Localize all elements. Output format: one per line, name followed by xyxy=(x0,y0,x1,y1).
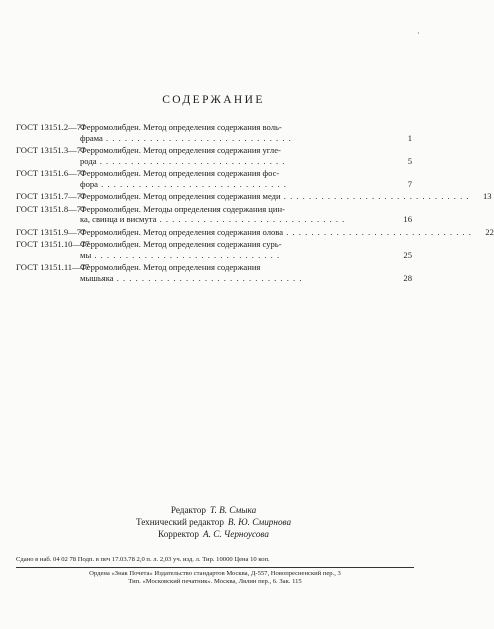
credit-name: В. Ю. Смирнова xyxy=(227,517,292,527)
toc-entry xyxy=(16,168,412,189)
publisher-info xyxy=(16,570,414,586)
toc-entry-title-line: ка, свинца и висмута . . xyxy=(80,214,390,225)
toc-entry-title-line: Ферромолибден. Метод определения содержания угле- xyxy=(80,145,281,155)
credit-role: Корректор xyxy=(158,529,199,539)
toc-entry-title xyxy=(80,191,492,202)
toc-entry-page: 16 xyxy=(403,214,412,224)
credit-role: Технический редактор xyxy=(135,517,224,527)
toc-entry-page: 7 xyxy=(407,178,412,189)
toc-entry-title xyxy=(80,122,412,143)
toc-entry-title-line: фрама . . xyxy=(80,133,390,144)
toc-entry xyxy=(16,262,412,283)
toc-entry-code: ГОСТ 13151.10—77 xyxy=(16,239,90,249)
toc-entry-title-line: Ферромолибден. Метод определения содержания олова . . xyxy=(80,227,472,238)
toc-title: СОДЕРЖАНИЕ xyxy=(162,94,265,106)
credit-name: Т. В. Смыка xyxy=(209,505,257,515)
toc-entry xyxy=(16,226,494,238)
toc-entry-title-line: фора . . xyxy=(80,179,390,190)
publisher-line: Ордена «Знак Почета» Издательство стандартов Москва, Д-557, Новопресненский пер., 3 xyxy=(89,570,341,577)
toc-entry-page: 25 xyxy=(403,249,412,260)
corner-mark: · xyxy=(417,29,420,38)
toc-entry-title xyxy=(80,204,412,225)
toc-entry xyxy=(16,122,412,143)
toc-entry-title-line: Ферромолибден. Метод определения содержания меди . . xyxy=(80,191,470,202)
toc-entry-title xyxy=(80,262,412,283)
toc-entry-page: 1 xyxy=(407,132,412,143)
toc-entry-code: ГОСТ 13151.6—77 xyxy=(16,168,86,178)
credit-line xyxy=(0,516,427,528)
toc-entry-page: 5 xyxy=(407,155,412,166)
toc-entry-title-line: Ферромолибден. Метод определения содержания фос- xyxy=(80,168,280,178)
editorial-credits xyxy=(0,504,427,540)
toc-entry-title-line: Ферромолибден. Методы определения содержания цин- xyxy=(80,203,285,214)
toc-entry-title xyxy=(80,239,412,260)
toc-entry-title-line: мышьяка . . xyxy=(80,273,390,284)
imprint-divider xyxy=(16,567,414,568)
toc-entry-title xyxy=(80,168,412,189)
toc-entry-page: 22 xyxy=(485,226,494,237)
toc-entry-page: 13 xyxy=(482,191,492,201)
toc-entry-code: ГОСТ 13151.8—77 xyxy=(16,203,86,214)
imprint-line: Сдано в наб. 04 02 78 Подп. в печ 17.03.78 2,0 п. л. 2,03 уч. изд. л. Тир. 10000 Цена 10 коп. xyxy=(16,556,270,563)
toc-entry-title-line: рода . . xyxy=(80,156,390,167)
toc-entry-code: ГОСТ 13151.9—77 xyxy=(16,226,86,237)
publisher-line: Тип. «Московский печатник». Москва, Лялин пер., 6. Зак. 115 xyxy=(128,578,302,585)
credit-role: Редактор xyxy=(170,505,206,515)
toc-entry-title-line: мы . . xyxy=(80,250,390,261)
toc-entry xyxy=(16,204,412,225)
toc-entry xyxy=(16,191,492,202)
toc-entry xyxy=(16,239,412,260)
toc-entry-title-line: Ферромолибден. Метод определения содержания сурь- xyxy=(80,239,282,249)
toc-entry-code: ГОСТ 13151.11—77 xyxy=(16,262,90,272)
toc-entry-title xyxy=(80,227,494,238)
toc-entry-title-line: Ферромолибден. Метод определения содержания xyxy=(80,262,261,272)
toc-entry-code: ГОСТ 13151.7—77 xyxy=(16,191,86,201)
credit-name: А. С. Черноусова xyxy=(203,529,269,539)
toc-entry-title-line: Ферромолибден. Метод определения содержания воль- xyxy=(80,122,282,132)
credit-line xyxy=(0,504,427,516)
toc-entry-page: 28 xyxy=(403,272,412,283)
toc-entry-code: ГОСТ 13151.3—77 xyxy=(16,145,86,155)
toc-entry xyxy=(16,145,412,166)
credit-line xyxy=(0,528,427,540)
toc-entry-title xyxy=(80,145,412,166)
table-of-contents xyxy=(16,122,494,285)
toc-entry-code: ГОСТ 13151.2—77 xyxy=(16,122,86,132)
